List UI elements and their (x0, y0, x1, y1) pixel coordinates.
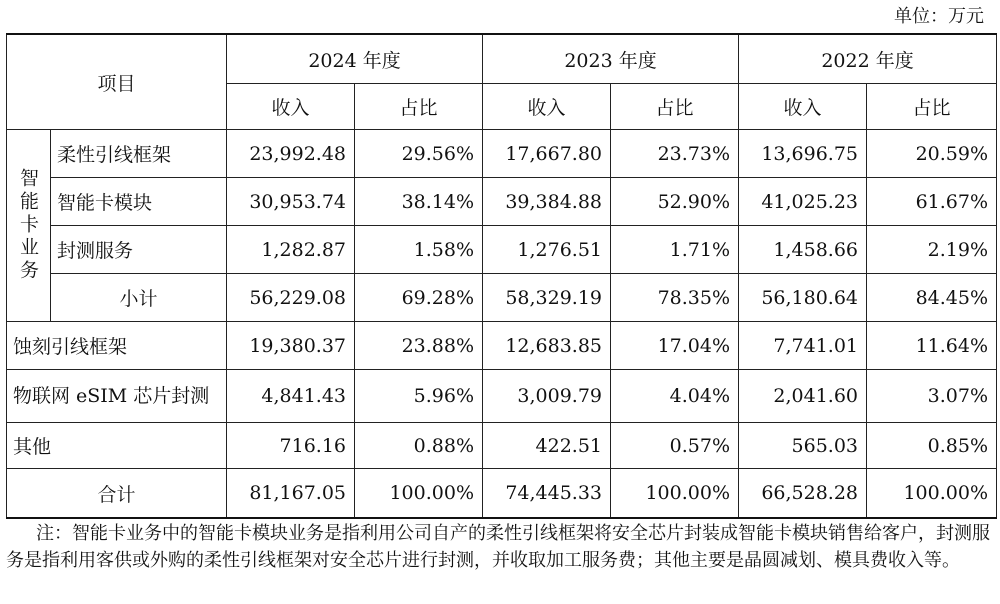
cell-ratio: 0.85% (867, 423, 997, 469)
total-row (7, 469, 997, 519)
cell-ratio: 17.04% (611, 322, 739, 370)
cell-revenue: 1,282.87 (227, 226, 355, 274)
cell-ratio: 11.64% (867, 322, 997, 370)
cell-ratio: 100.00% (355, 469, 483, 519)
cell-ratio: 1.58% (355, 226, 483, 274)
row-label: 其他 (7, 423, 227, 469)
cell-revenue: 2,041.60 (739, 370, 867, 423)
row-label: 物联网 eSIM 芯片封测 (7, 370, 227, 423)
header-ratio: 占比 (355, 84, 483, 130)
cell-ratio: 100.00% (611, 469, 739, 519)
header-revenue: 收入 (739, 84, 867, 130)
cell-revenue: 74,445.33 (483, 469, 611, 519)
cell-revenue: 4,841.43 (227, 370, 355, 423)
row-label: 柔性引线框架 (51, 130, 227, 178)
cell-ratio: 100.00% (867, 469, 997, 519)
header-year-2024: 2024 年度 (227, 34, 483, 84)
cell-ratio: 29.56% (355, 130, 483, 178)
cell-ratio: 5.96% (355, 370, 483, 423)
header-year-2023: 2023 年度 (483, 34, 739, 84)
header-ratio: 占比 (867, 84, 997, 130)
header-year-2022: 2022 年度 (739, 34, 997, 84)
cell-ratio: 4.04% (611, 370, 739, 423)
cell-ratio: 61.67% (867, 178, 997, 226)
cell-revenue: 7,741.01 (739, 322, 867, 370)
cell-revenue: 1,276.51 (483, 226, 611, 274)
unit-label: 单位：万元 (894, 6, 984, 27)
cell-revenue: 1,458.66 (739, 226, 867, 274)
cell-revenue: 565.03 (739, 423, 867, 469)
table-row (7, 370, 997, 423)
cell-ratio: 38.14% (355, 178, 483, 226)
cell-ratio: 1.71% (611, 226, 739, 274)
cell-ratio: 20.59% (867, 130, 997, 178)
cell-revenue: 12,683.85 (483, 322, 611, 370)
cell-ratio: 3.07% (867, 370, 997, 423)
table-row (7, 423, 997, 469)
row-label: 蚀刻引线框架 (7, 322, 227, 370)
cell-ratio: 0.57% (611, 423, 739, 469)
row-label: 智能卡模块 (51, 178, 227, 226)
table-row (7, 178, 997, 226)
cell-revenue: 41,025.23 (739, 178, 867, 226)
cell-ratio: 78.35% (611, 274, 739, 322)
header-revenue: 收入 (483, 84, 611, 130)
footnote: 注：智能卡业务中的智能卡模块业务是指利用公司自产的柔性引线框架将安全芯片封装成智能卡模块销售给客户，封测服务是指利用客供或外购的柔性引线框架对安全芯片进行封测，并收取加工服务费；其他主要是晶圆减划、模具费收入等。 (6, 523, 990, 571)
header-item: 项目 (7, 34, 227, 130)
cell-revenue: 716.16 (227, 423, 355, 469)
cell-revenue: 30,953.74 (227, 178, 355, 226)
cell-revenue: 56,229.08 (227, 274, 355, 322)
cell-revenue: 19,380.37 (227, 322, 355, 370)
cell-ratio: 69.28% (355, 274, 483, 322)
cell-revenue: 3,009.79 (483, 370, 611, 423)
cell-ratio: 2.19% (867, 226, 997, 274)
cell-revenue: 56,180.64 (739, 274, 867, 322)
cell-revenue: 13,696.75 (739, 130, 867, 178)
table-row (7, 130, 997, 178)
cell-revenue: 23,992.48 (227, 130, 355, 178)
cell-revenue: 81,167.05 (227, 469, 355, 519)
subtotal-label: 小计 (51, 274, 227, 322)
group-label: 智能卡业务 (7, 130, 51, 322)
cell-revenue: 66,528.28 (739, 469, 867, 519)
cell-ratio: 23.88% (355, 322, 483, 370)
cell-ratio: 52.90% (611, 178, 739, 226)
cell-revenue: 39,384.88 (483, 178, 611, 226)
revenue-table (6, 33, 997, 519)
table-row (7, 226, 997, 274)
header-ratio: 占比 (611, 84, 739, 130)
subtotal-row (7, 274, 997, 322)
cell-ratio: 0.88% (355, 423, 483, 469)
table-row (7, 322, 997, 370)
cell-revenue: 58,329.19 (483, 274, 611, 322)
cell-revenue: 17,667.80 (483, 130, 611, 178)
cell-ratio: 84.45% (867, 274, 997, 322)
header-revenue: 收入 (227, 84, 355, 130)
total-label: 合计 (7, 469, 227, 519)
cell-ratio: 23.73% (611, 130, 739, 178)
row-label: 封测服务 (51, 226, 227, 274)
cell-revenue: 422.51 (483, 423, 611, 469)
